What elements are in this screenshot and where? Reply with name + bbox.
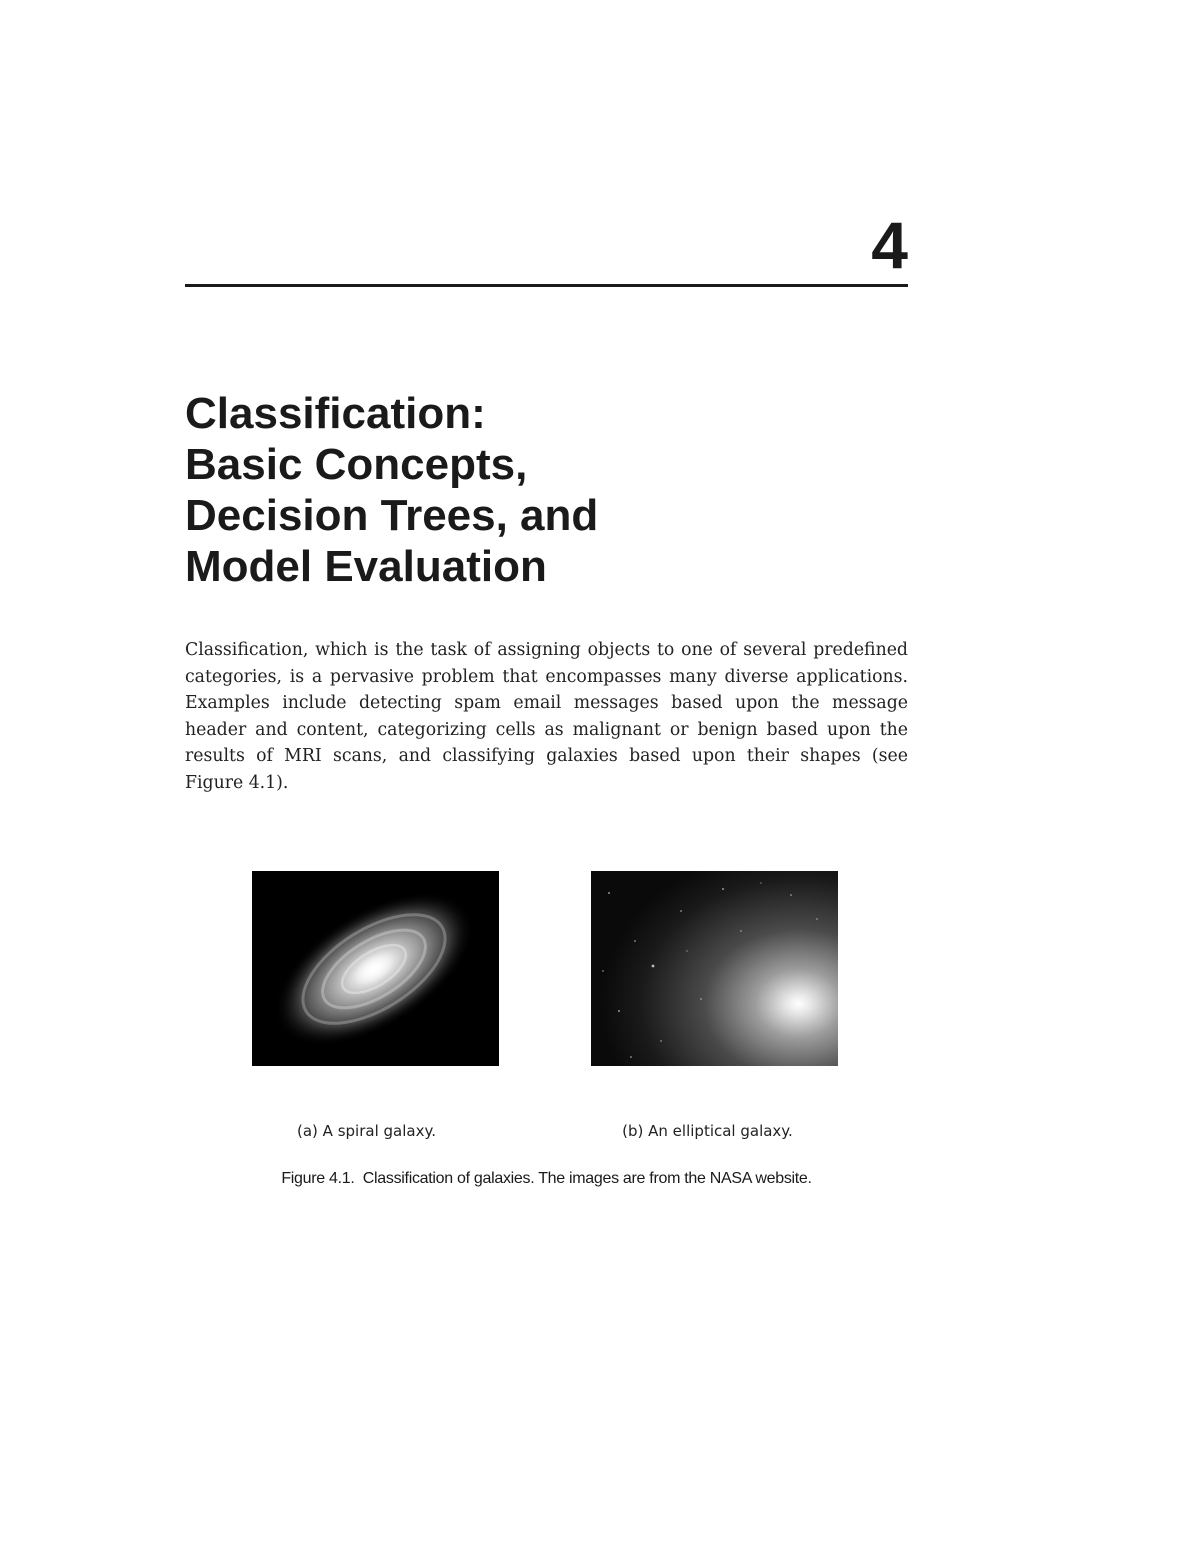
chapter-title-line: Model Evaluation xyxy=(185,542,547,591)
chapter-title-line: Decision Trees, and xyxy=(185,491,599,540)
chapter-title xyxy=(185,388,908,592)
subfigure-caption-a: (a) A spiral galaxy. xyxy=(297,1122,436,1140)
chapter-title-line: Basic Concepts, xyxy=(185,440,528,489)
figure-caption-text: Classification of galaxies. The images are from the NASA website. xyxy=(362,1170,812,1187)
chapter-number: 4 xyxy=(871,208,908,282)
elliptical-galaxy-illustration xyxy=(591,871,838,1066)
spiral-galaxy-illustration xyxy=(252,871,499,1066)
elliptical-galaxy-image xyxy=(591,871,838,1066)
figure-caption-label: Figure 4.1. xyxy=(281,1170,355,1187)
subfigure-caption-b: (b) An elliptical galaxy. xyxy=(622,1122,793,1140)
chapter-divider-rule xyxy=(185,284,908,287)
figure-caption xyxy=(0,1170,1093,1188)
chapter-title-line: Classification: xyxy=(185,389,486,438)
intro-paragraph: Classification, which is the task of assigning objects to one of several predefined categories, is a pervasive problem that encompasses many diverse applications. Examples include detecting spam email messages based upon the message header and content, categorizing cells as malignant or benign based upon the results of MRI scans, and classifying galaxies based upon their shapes (see Figure 4.1). xyxy=(185,640,908,793)
spiral-galaxy-image xyxy=(252,871,499,1066)
